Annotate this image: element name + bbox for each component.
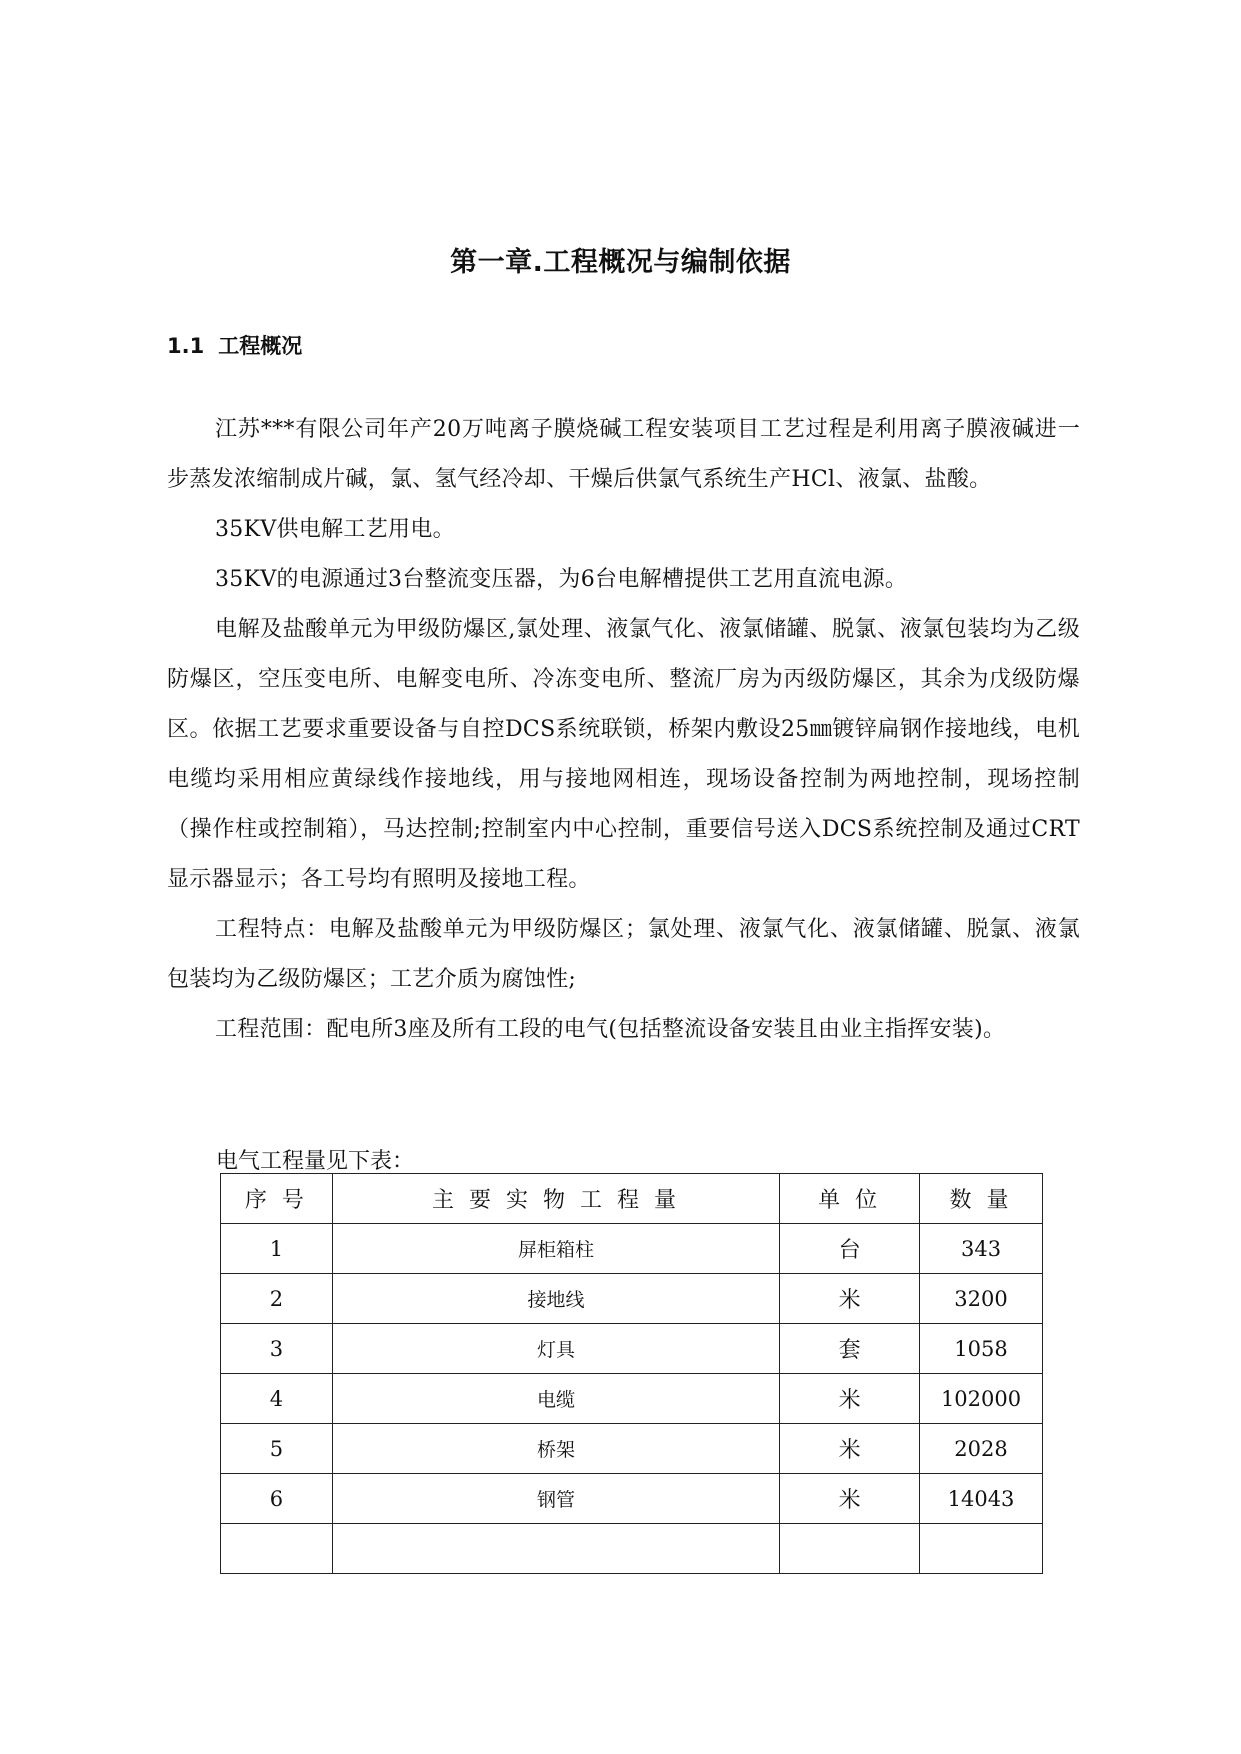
cell-item: 电缆 [332, 1374, 779, 1424]
cell-unit: 台 [780, 1224, 920, 1274]
cell-qty: 3200 [920, 1274, 1043, 1324]
cell-item: 桥架 [332, 1424, 779, 1474]
cell-item: 接地线 [332, 1274, 779, 1324]
cell-item [332, 1524, 779, 1574]
section-heading [167, 330, 302, 360]
paragraph: 35KV的电源通过3台整流变压器，为6台电解槽提供工艺用直流电源。 [215, 567, 908, 592]
table-row [221, 1474, 1043, 1524]
table-row [221, 1424, 1043, 1474]
cell-qty: 102000 [920, 1374, 1043, 1424]
header-item: 主 要 实 物 工 程 量 [332, 1174, 779, 1224]
cell-unit [780, 1524, 920, 1574]
cell-no: 6 [221, 1474, 333, 1524]
cell-item: 屏柜箱柱 [332, 1224, 779, 1274]
cell-qty [920, 1524, 1043, 1574]
header-no: 序 号 [221, 1174, 333, 1224]
paragraph: 工程范围：配电所3座及所有工段的电气(包括整流设备安装且由业主指挥安装)。 [215, 1017, 1006, 1042]
cell-no [221, 1524, 333, 1574]
cell-qty: 2028 [920, 1424, 1043, 1474]
cell-no: 5 [221, 1424, 333, 1474]
cell-no: 3 [221, 1324, 333, 1374]
cell-unit: 米 [780, 1474, 920, 1524]
quantity-table [220, 1173, 1043, 1574]
table-row [221, 1374, 1043, 1424]
cell-item: 钢管 [332, 1474, 779, 1524]
table-caption: 电气工程量见下表： [216, 1149, 415, 1174]
cell-unit: 米 [780, 1424, 920, 1474]
paragraph: 江苏***有限公司年产20万吨离子膜烧碱工程安装项目工艺过程是利用离子膜液碱进一步蒸发浓缩制成片碱，氯、氢气经冷却、干燥后供氯气系统生产HCl、液氯、盐酸。 [167, 417, 1080, 492]
cell-no: 4 [221, 1374, 333, 1424]
header-qty: 数 量 [920, 1174, 1043, 1224]
section-number: 1.1 [167, 334, 205, 358]
chapter-title: 第一章.工程概况与编制依据 [450, 247, 791, 278]
cell-no: 1 [221, 1224, 333, 1274]
cell-no: 2 [221, 1274, 333, 1324]
table-header-row [221, 1174, 1043, 1224]
paragraph: 35KV供电解工艺用电。 [215, 517, 455, 542]
table-row [221, 1224, 1043, 1274]
cell-qty: 1058 [920, 1324, 1043, 1374]
paragraph: 电解及盐酸单元为甲级防爆区,氯处理、液氯气化、液氯储罐、脱氯、液氯包装均为乙级防爆区，空压变电所、电解变电所、冷冻变电所、整流厂房为丙级防爆区，其余为戊级防爆区。依据工艺要求重要设备与自控DCS系统联锁，桥架内敷设25㎜镀锌扁钢作接地线，电机电缆均采用相应黄绿线作接地线，用与接地网相连，现场设备控制为两地控制，现场控制（操作柱或控制箱），马达控制;控制室内中心控制，重要信号送入DCS系统控制及通过CRT显示器显示；各工号均有照明及接地工程。 [167, 617, 1080, 892]
table-row [221, 1274, 1043, 1324]
paragraph: 工程特点：电解及盐酸单元为甲级防爆区；氯处理、液氯气化、液氯储罐、脱氯、液氯包装均为乙级防爆区；工艺介质为腐蚀性; [167, 917, 1080, 992]
cell-item: 灯具 [332, 1324, 779, 1374]
header-unit: 单 位 [780, 1174, 920, 1224]
table-row [221, 1324, 1043, 1374]
section-title: 工程概况 [218, 334, 303, 358]
cell-unit: 套 [780, 1324, 920, 1374]
body-text [167, 405, 1080, 1055]
cell-unit: 米 [780, 1274, 920, 1324]
cell-qty: 14043 [920, 1474, 1043, 1524]
table-row-empty [221, 1524, 1043, 1574]
cell-qty: 343 [920, 1224, 1043, 1274]
cell-unit: 米 [780, 1374, 920, 1424]
